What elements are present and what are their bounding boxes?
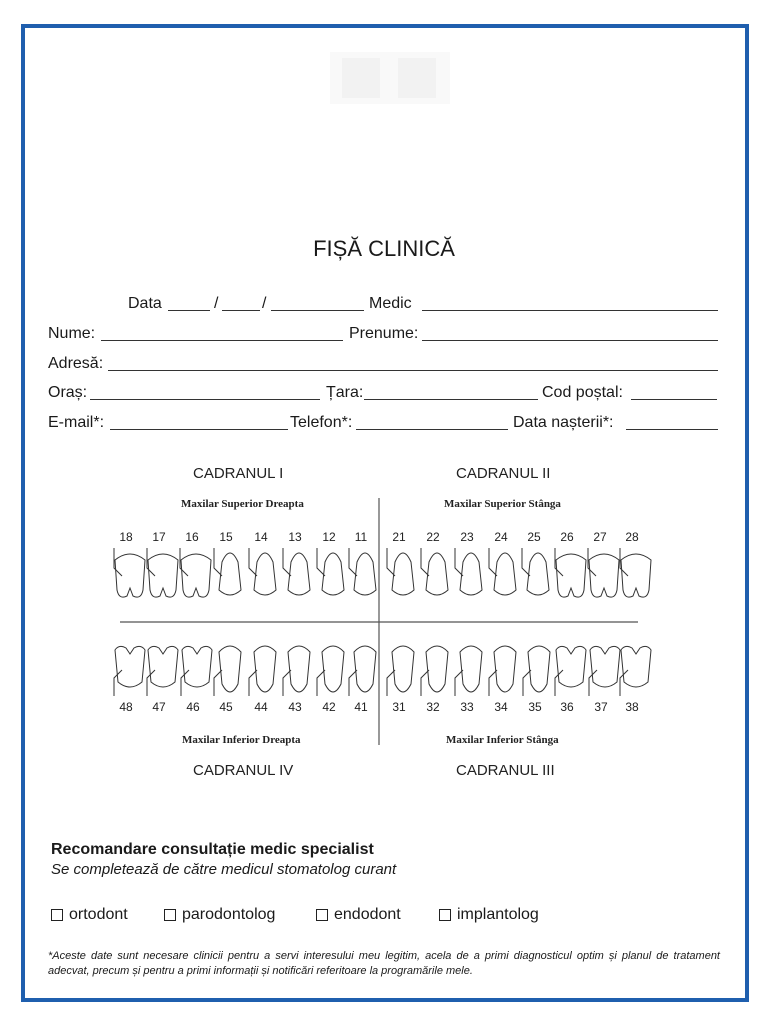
tooth-number-15: 15 xyxy=(219,530,233,544)
tooth-43 xyxy=(288,646,310,692)
tooth-38 xyxy=(621,646,651,687)
option-label: parodontolog xyxy=(182,906,276,923)
tooth-number-13: 13 xyxy=(288,530,302,544)
tooth-48 xyxy=(115,646,145,687)
tooth-22 xyxy=(426,553,448,595)
cod-postal-label: Cod poștal: xyxy=(542,384,623,401)
checkbox-parodontolog[interactable] xyxy=(164,909,176,921)
tooth-18 xyxy=(115,554,145,597)
tooth-25 xyxy=(527,553,549,595)
tooth-number-38: 38 xyxy=(625,700,639,714)
tooth-number-47: 47 xyxy=(152,700,166,714)
adresa-label: Adresă: xyxy=(48,355,104,372)
date-separator: / xyxy=(262,295,267,312)
tooth-45 xyxy=(219,646,241,692)
option-label: endodont xyxy=(334,906,401,923)
page-title: FIȘĂ CLINICĂ xyxy=(313,236,455,261)
tooth-16 xyxy=(181,554,211,597)
tooth-number-31: 31 xyxy=(392,700,406,714)
tooth-number-43: 43 xyxy=(288,700,302,714)
tooth-number-23: 23 xyxy=(460,530,474,544)
data-label: Data xyxy=(128,295,162,312)
tooth-leader-37 xyxy=(589,670,597,696)
prenume-label: Prenume: xyxy=(349,325,419,342)
tara-label: Țara: xyxy=(326,384,364,401)
jaw-lower-right-label: Maxilar Inferior Dreapta xyxy=(182,734,301,746)
tooth-number-18: 18 xyxy=(119,530,133,544)
tooth-number-21: 21 xyxy=(392,530,406,544)
tooth-number-45: 45 xyxy=(219,700,233,714)
tooth-number-37: 37 xyxy=(594,700,608,714)
tooth-number-16: 16 xyxy=(185,530,199,544)
tooth-24 xyxy=(494,553,516,595)
tooth-47 xyxy=(148,646,178,687)
date-separator: / xyxy=(214,295,219,312)
tooth-32 xyxy=(426,646,448,692)
tooth-leader-46 xyxy=(181,670,189,696)
tooth-37 xyxy=(590,646,620,687)
tooth-26 xyxy=(556,554,586,597)
tooth-12 xyxy=(322,553,344,595)
nume-label: Nume: xyxy=(48,325,96,342)
checkbox-ortodont[interactable] xyxy=(51,909,63,921)
quadrant-3-label: CADRANUL III xyxy=(456,762,555,779)
jaw-upper-left-label: Maxilar Superior Stânga xyxy=(444,498,561,510)
option-endodont[interactable] xyxy=(316,906,401,924)
tooth-35 xyxy=(528,646,550,692)
option-label: implantolog xyxy=(457,906,539,923)
tooth-number-42: 42 xyxy=(322,700,336,714)
tooth-36 xyxy=(556,646,586,687)
tooth-44 xyxy=(254,646,276,692)
jaw-lower-left-label: Maxilar Inferior Stânga xyxy=(446,734,559,746)
tooth-41 xyxy=(354,646,376,692)
tooth-number-41: 41 xyxy=(354,700,368,714)
checkbox-endodont[interactable] xyxy=(316,909,328,921)
quadrant-1-label: CADRANUL I xyxy=(193,465,284,482)
tooth-leader-38 xyxy=(620,670,628,696)
tooth-number-48: 48 xyxy=(119,700,133,714)
tooth-46 xyxy=(182,646,212,687)
tooth-number-14: 14 xyxy=(254,530,268,544)
tooth-leader-47 xyxy=(147,670,155,696)
telefon-label: Telefon*: xyxy=(290,414,353,431)
tooth-33 xyxy=(460,646,482,692)
tooth-28 xyxy=(621,554,651,597)
tooth-23 xyxy=(460,553,482,595)
data-nasterii-label: Data nașterii*: xyxy=(513,414,614,431)
quadrant-2-label: CADRANUL II xyxy=(456,465,551,482)
tooth-number-33: 33 xyxy=(460,700,474,714)
tooth-15 xyxy=(219,553,241,595)
option-implantolog[interactable] xyxy=(439,906,539,924)
tooth-27 xyxy=(589,554,619,597)
option-parodontolog[interactable] xyxy=(164,906,275,924)
tooth-leader-36 xyxy=(555,670,563,696)
jaw-upper-right-label: Maxilar Superior Dreapta xyxy=(181,498,304,510)
tooth-number-11: 11 xyxy=(354,530,368,544)
recommendation-title: Recomandare consultație medic specialist xyxy=(51,841,374,858)
footnote: *Aceste date sunt necesare clinicii pentru a servi interesului meu legitim, acela de a primi diagnosticul optim și planul de tratament adecvat, precum și pentru a primi informații și notificări referitoare la programările mele. xyxy=(48,950,720,977)
tooth-number-34: 34 xyxy=(494,700,508,714)
tooth-number-24: 24 xyxy=(494,530,508,544)
tooth-number-17: 17 xyxy=(152,530,166,544)
tooth-number-36: 36 xyxy=(560,700,574,714)
quadrant-4-label: CADRANUL IV xyxy=(193,762,294,779)
tooth-leader-48 xyxy=(114,670,122,696)
oras-label: Oraș: xyxy=(48,384,88,401)
option-ortodont[interactable] xyxy=(51,906,128,924)
tooth-number-12: 12 xyxy=(322,530,336,544)
tooth-21 xyxy=(392,553,414,595)
tooth-11 xyxy=(354,553,376,595)
tooth-number-28: 28 xyxy=(625,530,639,544)
tooth-31 xyxy=(392,646,414,692)
tooth-42 xyxy=(322,646,344,692)
checkbox-implantolog[interactable] xyxy=(439,909,451,921)
tooth-17 xyxy=(148,554,178,597)
tooth-14 xyxy=(254,553,276,595)
option-label: ortodont xyxy=(69,906,128,923)
tooth-number-27: 27 xyxy=(593,530,607,544)
tooth-13 xyxy=(288,553,310,595)
medic-label: Medic xyxy=(369,295,412,312)
tooth-34 xyxy=(494,646,516,692)
tooth-number-44: 44 xyxy=(254,700,268,714)
tooth-number-32: 32 xyxy=(426,700,440,714)
tooth-number-22: 22 xyxy=(426,530,440,544)
tooth-number-26: 26 xyxy=(560,530,574,544)
tooth-number-46: 46 xyxy=(186,700,200,714)
recommendation-subtitle: Se completează de către medicul stomatolog curant xyxy=(51,861,397,878)
email-label: E-mail*: xyxy=(48,414,105,431)
tooth-number-35: 35 xyxy=(528,700,542,714)
tooth-number-25: 25 xyxy=(527,530,541,544)
